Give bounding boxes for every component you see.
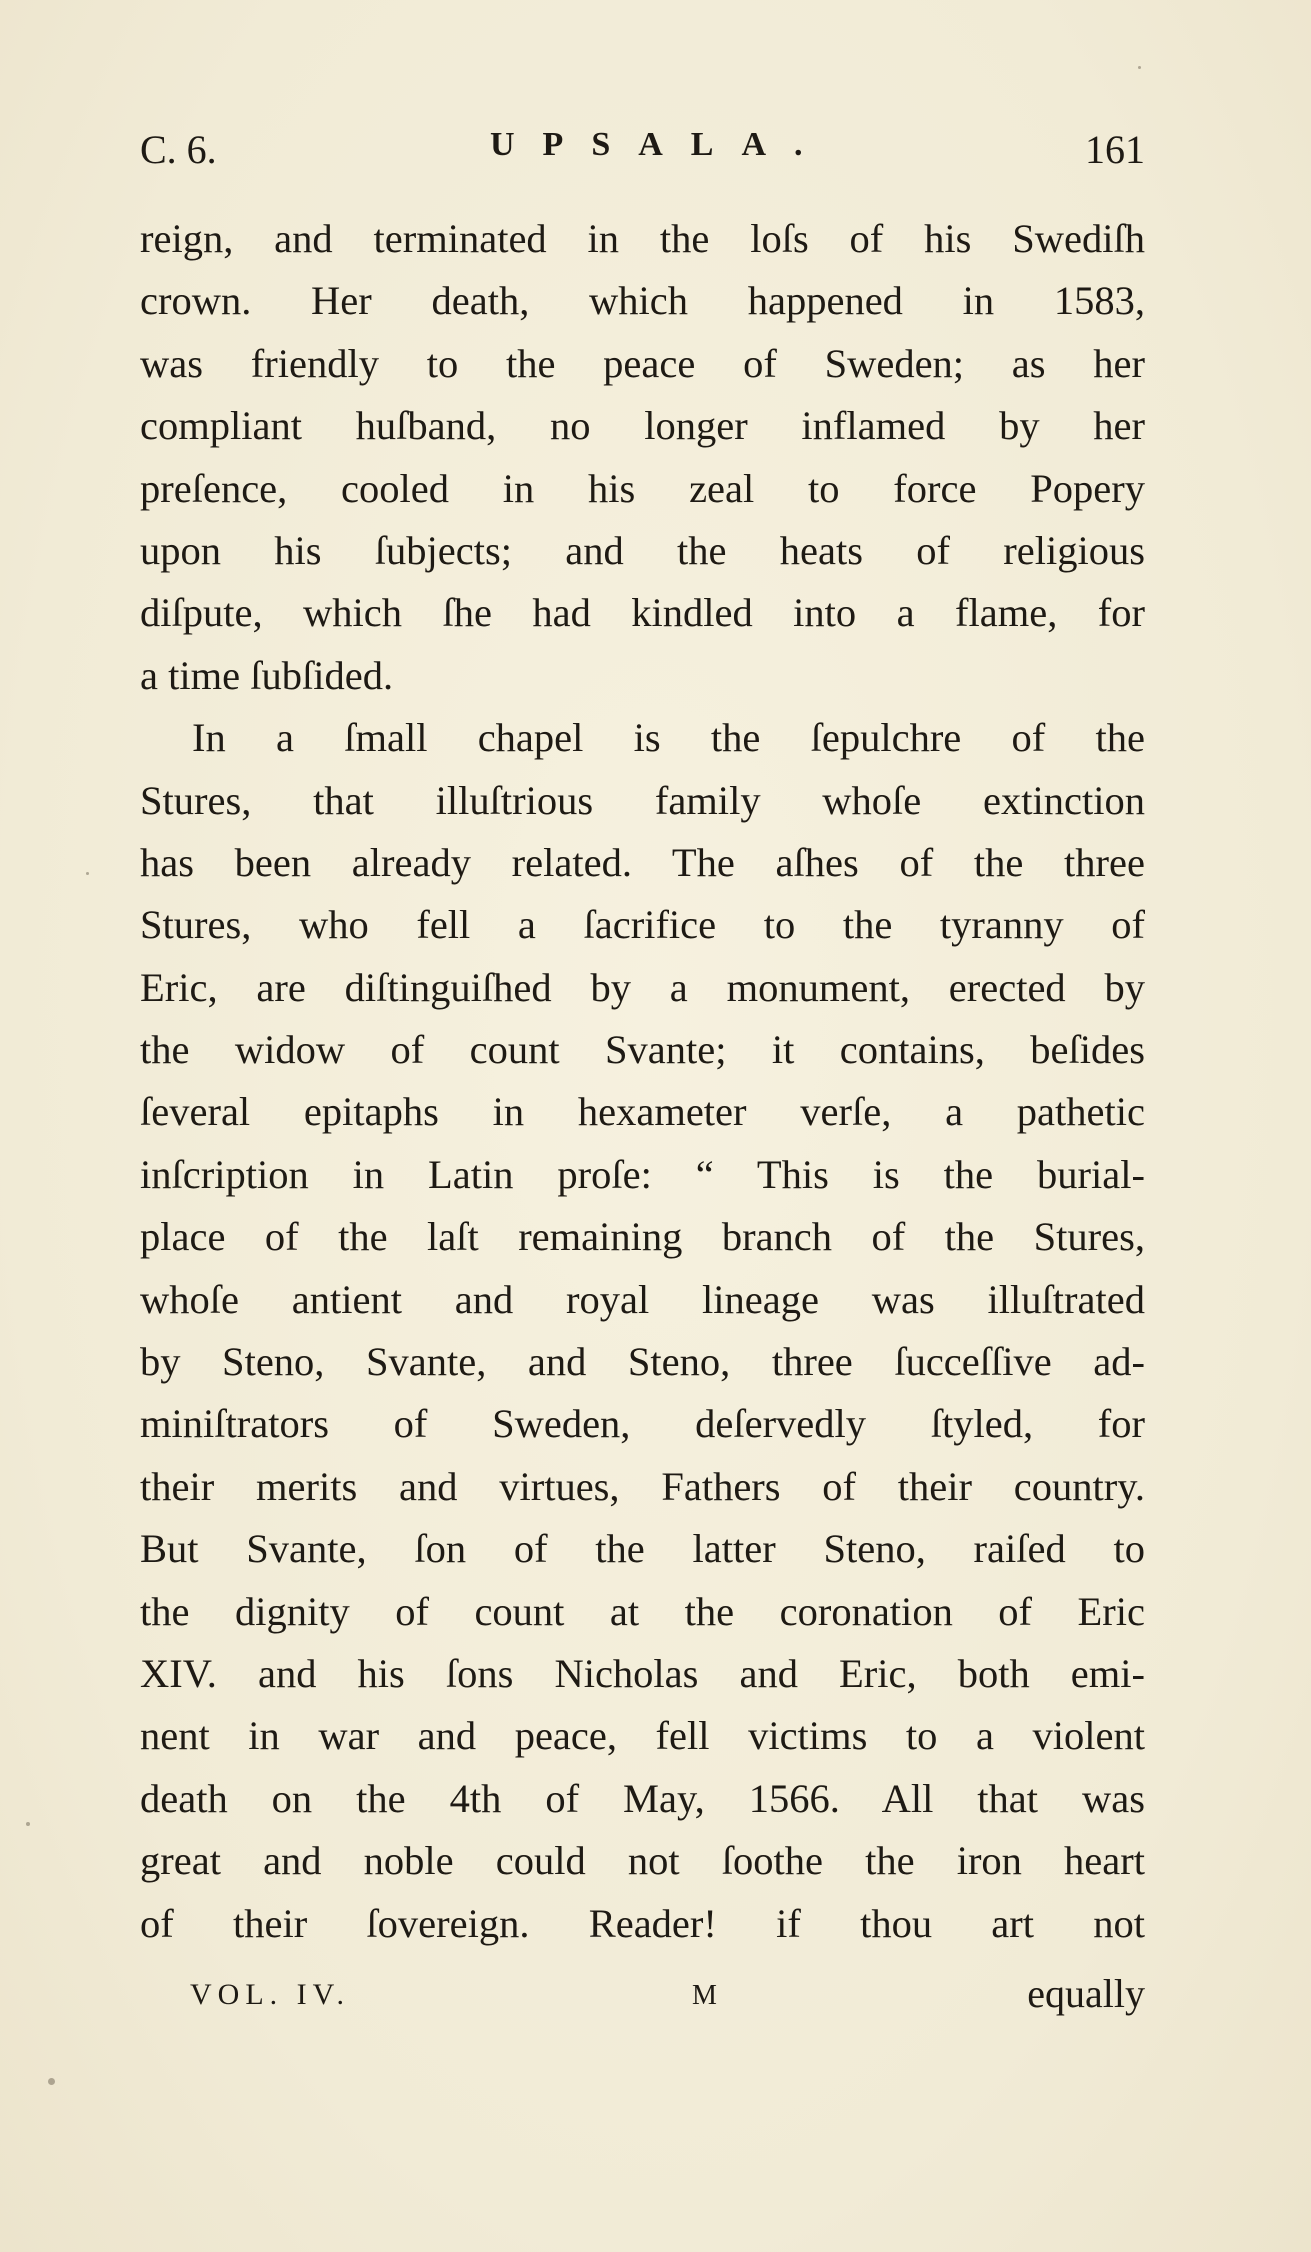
text-line: the dignity of count at the coronation of Eric [140, 1588, 1145, 1634]
paper-speck [86, 872, 89, 875]
text-line: preſence, cooled in his zeal to force Popery [140, 465, 1145, 511]
text-line: great and noble could not ſoothe the iron heart [140, 1838, 1145, 1884]
volume-mark: VOL. IV. [190, 1978, 350, 2011]
text-line: Stures, who fell a ſacrifice to the tyranny of [140, 902, 1145, 948]
text-line: miniſtrators of Sweden, deſervedly ſtyled, for [140, 1401, 1145, 1447]
paper-speck [1138, 66, 1141, 69]
page-footer [140, 1970, 1145, 2030]
text-line: XIV. and his ſons Nicholas and Eric, both emi- [140, 1650, 1145, 1696]
paper-speck [26, 1822, 30, 1826]
text-line: by Steno, Svante, and Steno, three ſucceſſive ad- [140, 1339, 1145, 1385]
text-line: their merits and virtues, Fathers of their country. [140, 1463, 1145, 1509]
chapter-number: C. 6. [140, 127, 217, 172]
body-text [140, 208, 1145, 1955]
text-line: But Svante, ſon of the latter Steno, raiſed to [140, 1526, 1145, 1572]
text-line: upon his ſubjects; and the heats of religious [140, 527, 1145, 573]
text-line: Stures, that illuſtrious family whoſe extinction [140, 777, 1145, 823]
text-line: place of the laſt remaining branch of the Stures, [140, 1214, 1145, 1260]
text-line: has been already related. The aſhes of the three [140, 839, 1145, 885]
paragraph-end-line: a time ſubſided. [140, 652, 394, 698]
running-title: UPSALA. [490, 126, 831, 163]
catchword: equally [1027, 1971, 1145, 2016]
running-header [140, 126, 1145, 186]
text-line: ſeveral epitaphs in hexameter verſe, a pathetic [140, 1089, 1145, 1135]
signature-mark: M [692, 1980, 717, 2011]
paper-speck [48, 2078, 55, 2085]
text-line: nent in war and peace, fell victims to a violent [140, 1713, 1145, 1759]
text-line: inſcription in Latin proſe: “ This is the burial- [140, 1151, 1145, 1197]
text-line: death on the 4th of May, 1566. All that was [140, 1775, 1145, 1821]
text-line: of their ſovereign. Reader! if thou art not [140, 1900, 1145, 1946]
text-line: whoſe antient and royal lineage was illuſtrated [140, 1276, 1145, 1322]
text-line: compliant huſband, no longer inflamed by her [140, 403, 1145, 449]
text-line: reign, and terminated in the loſs of his Swediſh [140, 216, 1145, 261]
text-line: was friendly to the peace of Sweden; as her [140, 340, 1145, 386]
text-line: diſpute, which ſhe had kindled into a flame, for [140, 590, 1145, 636]
text-line: crown. Her death, which happened in 1583, [140, 278, 1145, 324]
page-number: 161 [1085, 127, 1145, 172]
paragraph-start-line: In a ſmall chapel is the ſepulchre of the [192, 715, 1145, 761]
text-line: the widow of count Svante; it contains, beſides [140, 1027, 1145, 1073]
text-line: Eric, are diſtinguiſhed by a monument, erected by [140, 964, 1145, 1010]
